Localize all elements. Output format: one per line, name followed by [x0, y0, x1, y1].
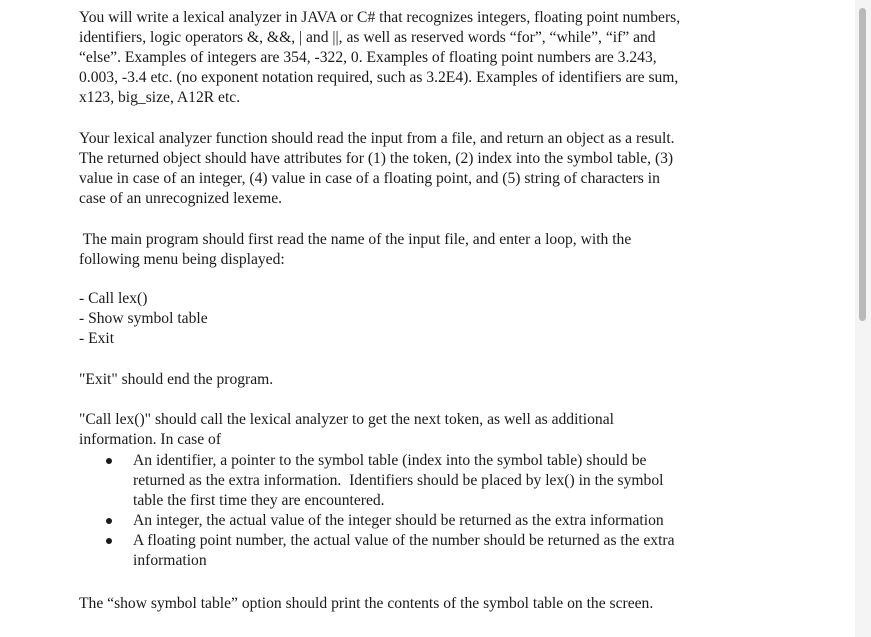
text-line: An identifier, a pointer to the symbol table (index into the symbol table) should be	[133, 452, 647, 469]
exit-note-paragraph	[79, 370, 273, 390]
text-line: An integer, the actual value of the integer should be returned as the extra information	[133, 512, 664, 529]
menu-item-show-symbol-table: - Show symbol table	[79, 310, 208, 327]
text-line: case of an unrecognized lexeme.	[79, 190, 283, 207]
text-line: following menu being displayed:	[79, 251, 285, 268]
menu-item-exit: - Exit	[79, 330, 115, 347]
vertical-scrollbar[interactable]	[855, 0, 871, 637]
function-description-paragraph	[79, 129, 675, 209]
call-lex-paragraph	[79, 410, 614, 450]
text-line: The returned object should have attributes for (1) the token, (2) index into the symbol table, (3)	[79, 150, 674, 167]
text-line: information. In case of	[79, 431, 222, 448]
menu-list	[79, 289, 208, 349]
text-line: information	[133, 552, 207, 569]
bullet-item-identifier	[0, 451, 855, 511]
text-line: table the first time they are encountered.	[133, 492, 385, 509]
main-program-paragraph	[79, 230, 631, 270]
symbol-table-paragraph	[79, 594, 653, 614]
bullet-icon	[106, 518, 112, 524]
text-line: You will write a lexical analyzer in JAVA or C# that recognizes integers, floating point numbers,	[79, 9, 681, 26]
text-line: "Call lex()" should call the lexical analyzer to get the next token, as well as additional	[79, 411, 614, 428]
intro-paragraph	[79, 8, 680, 108]
text-line: x123, big_size, A12R etc.	[79, 89, 241, 106]
text-line: Your lexical analyzer function should read the input from a file, and return an object as a result.	[79, 130, 675, 147]
text-line: value in case of an integer, (4) value in case of a floating point, and (5) string of characters in	[79, 170, 660, 187]
text-line: A floating point number, the actual value of the number should be returned as the extra	[133, 532, 675, 549]
text-line: “else”. Examples of integers are 354, -322, 0. Examples of floating point numbers are 3.243,	[79, 49, 657, 66]
extra-info-bullet-list	[0, 451, 855, 571]
text-line: identifiers, logic operators &, &&, | and ||, as well as reserved words “for”, “while”, “if” and	[79, 29, 656, 46]
bullet-item-integer	[0, 511, 855, 531]
text-line: The “show symbol table” option should print the contents of the symbol table on the screen.	[79, 595, 654, 612]
menu-item-call-lex: - Call lex()	[79, 290, 148, 307]
text-line: The main program should first read the name of the input file, and enter a loop, with the	[79, 231, 632, 248]
bullet-icon	[106, 458, 112, 464]
bullet-item-floating-point	[0, 531, 855, 571]
text-line: returned as the extra information. Identifiers should be placed by lex() in the symbol	[133, 472, 664, 489]
text-line: "Exit" should end the program.	[79, 371, 274, 388]
scrollbar-thumb[interactable]	[859, 8, 866, 321]
bullet-icon	[106, 538, 112, 544]
text-line: 0.003, -3.4 etc. (no exponent notation required, such as 3.2E4). Examples of identifiers are sum,	[79, 69, 679, 86]
